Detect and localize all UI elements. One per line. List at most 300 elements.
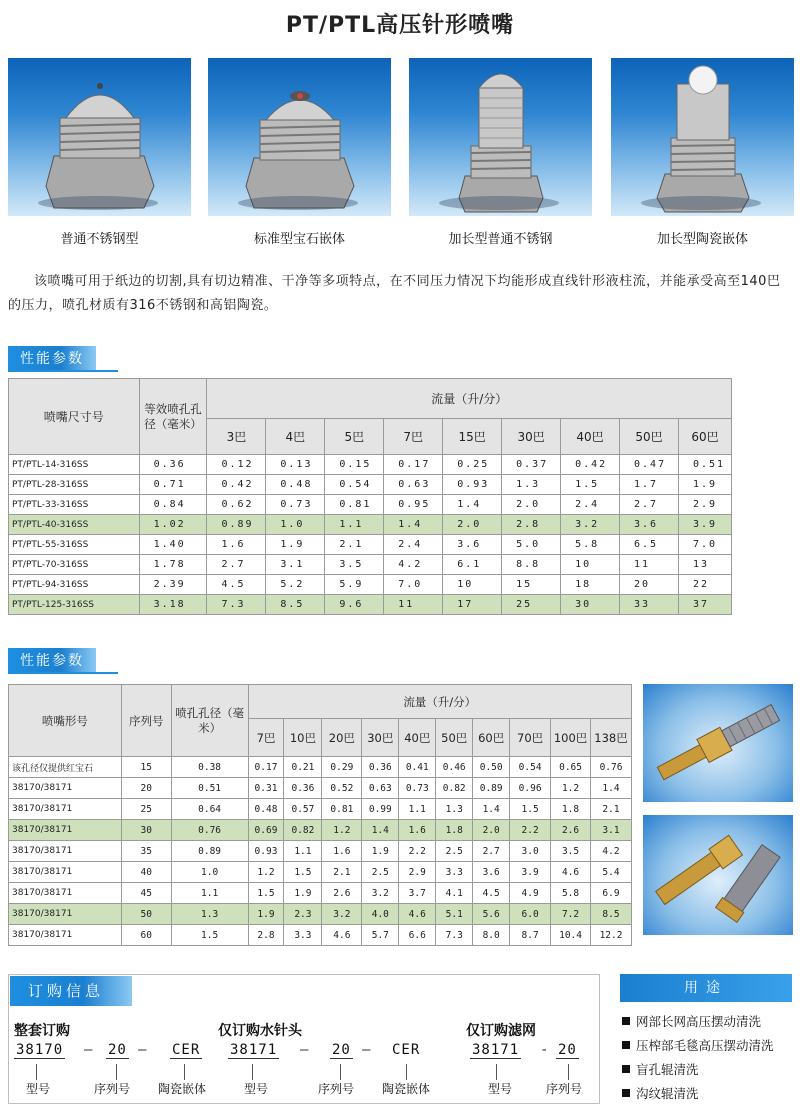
- pointer-line: [116, 1064, 117, 1080]
- cell-flow: 0.95: [384, 495, 443, 515]
- cell-flow: 2.0: [443, 515, 502, 535]
- usage-item: [622, 1012, 798, 1036]
- cell-flow: 7.3: [436, 925, 473, 946]
- cell-flow: 8.0: [473, 925, 510, 946]
- table-row: [9, 495, 732, 515]
- label-ceramic-insert: 陶瓷嵌体: [382, 1082, 431, 1096]
- cell-flow: 1.3: [436, 799, 473, 820]
- cell-flow: 8.7: [510, 925, 551, 946]
- cell-nozzle-size: PT/PTL-28-316SS: [9, 475, 140, 495]
- separator-dash: —: [300, 1042, 309, 1058]
- order-full-set-model-code: 38170: [16, 1042, 64, 1058]
- bullet-square-icon: [622, 1065, 630, 1073]
- cell-flow: 0.99: [362, 799, 399, 820]
- product-caption: 加长型普通不锈钢: [448, 232, 553, 247]
- cell-nozzle-size: PT/PTL-14-316SS: [9, 455, 140, 475]
- nozzle-illustration: [611, 58, 794, 216]
- cell-flow: 5.6: [473, 904, 510, 925]
- cell-flow: 0.82: [436, 778, 473, 799]
- cell-flow: 2.0: [473, 820, 510, 841]
- cell-flow: 0.54: [325, 475, 384, 495]
- cell-flow: 1.9: [266, 535, 325, 555]
- pressure-header: 40巴: [561, 419, 620, 455]
- cell-flow: 2.3: [284, 904, 322, 925]
- cell-nozzle-size: PT/PTL-33-316SS: [9, 495, 140, 515]
- cell-flow: 0.81: [322, 799, 362, 820]
- cell-flow: 1.5: [510, 799, 551, 820]
- cell-serial: 30: [121, 820, 171, 841]
- cell-flow: 0.63: [362, 778, 399, 799]
- separator-dash: —: [362, 1042, 371, 1058]
- product-gallery: [8, 58, 794, 258]
- cell-flow: 2.2: [399, 841, 436, 862]
- usage-item: [622, 1036, 798, 1060]
- cell-flow: 4.2: [384, 555, 443, 575]
- cell-serial: 60: [121, 925, 171, 946]
- order-filter-model-code: 38171: [472, 1042, 520, 1058]
- cell-flow: 0.12: [207, 455, 266, 475]
- cell-orifice: 1.40: [139, 535, 207, 555]
- order-full-set-ceramic-code: CER: [172, 1042, 201, 1058]
- label-serial: 序列号: [546, 1082, 583, 1096]
- cell-flow: 2.9: [399, 862, 436, 883]
- photo-brass-nozzle-assembly: [643, 684, 793, 802]
- cell-flow: 1.4: [362, 820, 399, 841]
- cell-flow: 2.8: [502, 515, 561, 535]
- cell-flow: 2.7: [620, 495, 679, 515]
- cell-flow: 1.6: [322, 841, 362, 862]
- header-flow: 流量（升/分）: [248, 685, 632, 719]
- cell-flow: 1.8: [436, 820, 473, 841]
- cell-nozzle-model: 38170/38171: [9, 841, 122, 862]
- cell-flow: 8.5: [266, 595, 325, 615]
- pressure-header: 100巴: [551, 719, 591, 757]
- pointer-line: [340, 1064, 341, 1080]
- cell-flow: 7.3: [207, 595, 266, 615]
- nozzle-illustration: [8, 58, 191, 216]
- cell-flow: 1.2: [551, 778, 591, 799]
- performance-table-pt: [8, 378, 732, 615]
- cell-orifice: 1.5: [171, 925, 248, 946]
- order-full-set-title: 整套订购: [14, 1023, 70, 1039]
- cell-flow: 1.0: [266, 515, 325, 535]
- pointer-line: [36, 1064, 37, 1080]
- cell-serial: 15: [121, 757, 171, 778]
- table-row: [9, 904, 632, 925]
- header-orifice: 喷孔孔径（毫米）: [171, 685, 248, 757]
- performance-table-38170: [8, 684, 632, 946]
- cell-flow: 5.1: [436, 904, 473, 925]
- cell-flow: 2.2: [510, 820, 551, 841]
- cell-flow: 5.7: [362, 925, 399, 946]
- cell-flow: 1.2: [322, 820, 362, 841]
- cell-flow: 4.9: [510, 883, 551, 904]
- cell-flow: 8.8: [502, 555, 561, 575]
- cell-flow: 1.4: [473, 799, 510, 820]
- cell-flow: 3.3: [284, 925, 322, 946]
- cell-flow: 2.1: [322, 862, 362, 883]
- cell-flow: 0.63: [384, 475, 443, 495]
- cell-flow: 1.6: [207, 535, 266, 555]
- cell-flow: 0.15: [325, 455, 384, 475]
- cell-flow: 0.17: [384, 455, 443, 475]
- cell-flow: 3.6: [473, 862, 510, 883]
- cell-flow: 0.69: [248, 820, 284, 841]
- cell-flow: 3.2: [362, 883, 399, 904]
- cell-flow: 2.5: [362, 862, 399, 883]
- cell-flow: 5.9: [325, 575, 384, 595]
- cell-orifice: 2.39: [139, 575, 207, 595]
- cell-flow: 1.3: [502, 475, 561, 495]
- product-card: [208, 58, 391, 247]
- cell-flow: 3.3: [436, 862, 473, 883]
- cell-flow: 0.96: [510, 778, 551, 799]
- pressure-header: 60巴: [473, 719, 510, 757]
- cell-flow: 0.42: [561, 455, 620, 475]
- table-row: [9, 820, 632, 841]
- order-filter-serial-code: 20: [558, 1042, 577, 1058]
- cell-flow: 4.0: [362, 904, 399, 925]
- cell-flow: 8.5: [591, 904, 632, 925]
- pressure-header: 40巴: [399, 719, 436, 757]
- cell-flow: 3.6: [443, 535, 502, 555]
- cell-nozzle-model: 38170/38171: [9, 820, 122, 841]
- cell-flow: 0.17: [248, 757, 284, 778]
- pointer-line: [252, 1064, 253, 1080]
- cell-flow: 0.57: [284, 799, 322, 820]
- cell-flow: 3.1: [266, 555, 325, 575]
- table-row: [9, 455, 732, 475]
- cell-flow: 1.1: [325, 515, 384, 535]
- cell-flow: 4.5: [473, 883, 510, 904]
- cell-nozzle-model: 38170/38171: [9, 925, 122, 946]
- cell-flow: 0.73: [266, 495, 325, 515]
- cell-flow: 3.5: [325, 555, 384, 575]
- pressure-header: 7巴: [248, 719, 284, 757]
- cell-flow: 6.0: [510, 904, 551, 925]
- cell-flow: 1.1: [399, 799, 436, 820]
- cell-flow: 0.82: [284, 820, 322, 841]
- cell-nozzle-model: 该孔径仅提供红宝石: [9, 757, 122, 778]
- cell-flow: 1.4: [443, 495, 502, 515]
- separator-dash: —: [84, 1042, 93, 1058]
- header-serial: 序列号: [121, 685, 171, 757]
- pressure-header: 70巴: [510, 719, 551, 757]
- cell-flow: 30: [561, 595, 620, 615]
- cell-flow: 0.47: [620, 455, 679, 475]
- cell-serial: 40: [121, 862, 171, 883]
- cell-flow: 3.5: [551, 841, 591, 862]
- pressure-header: 7巴: [384, 419, 443, 455]
- section-divider: [8, 672, 118, 674]
- table-row: [9, 883, 632, 904]
- table-row: [9, 555, 732, 575]
- cell-flow: 1.1: [284, 841, 322, 862]
- pressure-header: 50巴: [436, 719, 473, 757]
- cell-flow: 6.9: [591, 883, 632, 904]
- cell-flow: 13: [678, 555, 731, 575]
- pressure-header: 20巴: [322, 719, 362, 757]
- cell-flow: 1.9: [284, 883, 322, 904]
- cell-flow: 2.7: [207, 555, 266, 575]
- cell-flow: 0.76: [591, 757, 632, 778]
- cell-orifice: 1.3: [171, 904, 248, 925]
- product-card: [409, 58, 592, 247]
- cell-flow: 5.2: [266, 575, 325, 595]
- product-caption: 标准型宝石嵌体: [253, 232, 345, 247]
- pressure-header: 10巴: [284, 719, 322, 757]
- usage-item-text: 网部长网高压摆动清洗: [636, 1014, 762, 1029]
- cell-flow: 0.42: [207, 475, 266, 495]
- cell-flow: 0.54: [510, 757, 551, 778]
- cell-flow: 0.50: [473, 757, 510, 778]
- cell-serial: 45: [121, 883, 171, 904]
- header-flow: 流量（升/分）: [207, 379, 732, 419]
- table-row: [9, 595, 732, 615]
- pointer-line: [406, 1064, 407, 1080]
- cell-flow: 18: [561, 575, 620, 595]
- product-caption: 普通不锈钢型: [60, 232, 139, 247]
- cell-flow: 3.2: [322, 904, 362, 925]
- cell-flow: 3.7: [399, 883, 436, 904]
- usage-item: [622, 1084, 798, 1108]
- cell-orifice: 0.36: [139, 455, 207, 475]
- cell-flow: 0.46: [436, 757, 473, 778]
- cell-serial: 25: [121, 799, 171, 820]
- cell-flow: 0.52: [322, 778, 362, 799]
- cell-flow: 2.7: [473, 841, 510, 862]
- cell-nozzle-model: 38170/38171: [9, 904, 122, 925]
- cell-flow: 3.0: [510, 841, 551, 862]
- table-row: [9, 475, 732, 495]
- cell-flow: 37: [678, 595, 731, 615]
- pressure-header: 15巴: [443, 419, 502, 455]
- cell-flow: 6.5: [620, 535, 679, 555]
- table-row: [9, 925, 632, 946]
- order-full-set-serial-code: 20: [108, 1042, 127, 1058]
- cell-nozzle-model: 38170/38171: [9, 799, 122, 820]
- section-tag-order: 订购信息: [10, 976, 132, 1006]
- cell-flow: 0.31: [248, 778, 284, 799]
- cell-flow: 0.41: [399, 757, 436, 778]
- cell-flow: 0.51: [678, 455, 731, 475]
- pressure-header: 4巴: [266, 419, 325, 455]
- cell-flow: 2.1: [591, 799, 632, 820]
- section-divider: [8, 370, 118, 372]
- product-caption: 加长型陶瓷嵌体: [656, 232, 748, 247]
- usage-item-text: 沟纹辊清洗: [636, 1086, 699, 1101]
- cell-orifice: 0.84: [139, 495, 207, 515]
- order-needle-only-title: 仅订购水针头: [218, 1023, 302, 1039]
- bullet-square-icon: [622, 1089, 630, 1097]
- product-photo-long-ceramic: [611, 58, 794, 216]
- cell-flow: 1.5: [248, 883, 284, 904]
- cell-flow: 4.6: [399, 904, 436, 925]
- cell-flow: 0.89: [473, 778, 510, 799]
- pressure-header: 3巴: [207, 419, 266, 455]
- cell-flow: 7.2: [551, 904, 591, 925]
- cell-flow: 1.8: [551, 799, 591, 820]
- cell-flow: 7.0: [384, 575, 443, 595]
- table-row: [9, 757, 632, 778]
- cell-nozzle-size: PT/PTL-40-316SS: [9, 515, 140, 535]
- section-tag-performance-2: 性能参数: [8, 648, 96, 674]
- cell-flow: 0.73: [399, 778, 436, 799]
- cell-flow: 5.4: [591, 862, 632, 883]
- product-card: [611, 58, 794, 247]
- table-row: [9, 515, 732, 535]
- bullet-square-icon: [622, 1017, 630, 1025]
- label-model: 型号: [26, 1082, 51, 1096]
- separator-dash: —: [138, 1042, 147, 1058]
- cell-orifice: 3.18: [139, 595, 207, 615]
- usage-item: [622, 1060, 798, 1084]
- brass-parts-illustration: [643, 815, 793, 935]
- cell-orifice: 1.0: [171, 862, 248, 883]
- cell-flow: 20: [620, 575, 679, 595]
- pointer-line: [184, 1064, 185, 1080]
- pressure-header: 60巴: [678, 419, 731, 455]
- cell-flow: 6.6: [399, 925, 436, 946]
- cell-flow: 0.48: [266, 475, 325, 495]
- cell-flow: 0.37: [502, 455, 561, 475]
- usage-item-text: 压榨部毛毯高压摆动清洗: [636, 1038, 774, 1053]
- cell-flow: 15: [502, 575, 561, 595]
- cell-flow: 2.4: [384, 535, 443, 555]
- cell-flow: 5.8: [561, 535, 620, 555]
- order-needle-serial-code: 20: [332, 1042, 351, 1058]
- table-row: [9, 575, 732, 595]
- cell-nozzle-size: PT/PTL-125-316SS: [9, 595, 140, 615]
- header-orifice: 等效喷孔孔径（毫米）: [139, 379, 207, 455]
- cell-flow: 0.36: [362, 757, 399, 778]
- product-photo-long-steel: [409, 58, 592, 216]
- cell-flow: 6.1: [443, 555, 502, 575]
- cell-flow: 1.4: [591, 778, 632, 799]
- pressure-header: 138巴: [591, 719, 632, 757]
- cell-nozzle-size: PT/PTL-94-316SS: [9, 575, 140, 595]
- table-row: [9, 841, 632, 862]
- cell-flow: 3.9: [510, 862, 551, 883]
- header-nozzle-size: 喷嘴尺寸号: [9, 379, 140, 455]
- cell-flow: 2.4: [561, 495, 620, 515]
- cell-flow: 3.1: [591, 820, 632, 841]
- cell-flow: 2.6: [551, 820, 591, 841]
- photo-brass-nozzle-parts: [643, 815, 793, 935]
- cell-flow: 10: [561, 555, 620, 575]
- cell-flow: 2.6: [322, 883, 362, 904]
- usage-item-text: 盲孔辊清洗: [636, 1062, 699, 1077]
- brass-nozzle-illustration: [643, 684, 793, 802]
- cell-flow: 0.81: [325, 495, 384, 515]
- cell-nozzle-size: PT/PTL-70-316SS: [9, 555, 140, 575]
- cell-orifice: 1.02: [139, 515, 207, 535]
- bullet-square-icon: [622, 1041, 630, 1049]
- cell-flow: 11: [384, 595, 443, 615]
- cell-flow: 5.8: [551, 883, 591, 904]
- separator-dash: -: [540, 1042, 549, 1058]
- cell-flow: 2.8: [248, 925, 284, 946]
- pointer-line: [496, 1064, 497, 1080]
- cell-flow: 22: [678, 575, 731, 595]
- cell-flow: 4.5: [207, 575, 266, 595]
- header-nozzle-model: 喷嘴形号: [9, 685, 122, 757]
- table-row: [9, 778, 632, 799]
- cell-orifice: 0.71: [139, 475, 207, 495]
- cell-orifice: 1.1: [171, 883, 248, 904]
- table-row: [9, 535, 732, 555]
- cell-orifice: 1.78: [139, 555, 207, 575]
- cell-flow: 4.2: [591, 841, 632, 862]
- label-model: 型号: [244, 1082, 269, 1096]
- cell-orifice: 0.64: [171, 799, 248, 820]
- cell-flow: 2.0: [502, 495, 561, 515]
- cell-flow: 0.48: [248, 799, 284, 820]
- product-photo-gem-insert: [208, 58, 391, 216]
- cell-flow: 0.29: [322, 757, 362, 778]
- cell-flow: 0.13: [266, 455, 325, 475]
- cell-flow: 3.9: [678, 515, 731, 535]
- label-serial: 序列号: [318, 1082, 355, 1096]
- cell-orifice: 0.51: [171, 778, 248, 799]
- nozzle-illustration: [208, 58, 391, 216]
- cell-flow: 33: [620, 595, 679, 615]
- cell-flow: 0.25: [443, 455, 502, 475]
- cell-flow: 17: [443, 595, 502, 615]
- cell-flow: 3.6: [620, 515, 679, 535]
- cell-flow: 7.0: [678, 535, 731, 555]
- table-row: [9, 862, 632, 883]
- cell-flow: 3.2: [561, 515, 620, 535]
- nozzle-illustration: [409, 58, 592, 216]
- cell-flow: 0.65: [551, 757, 591, 778]
- label-model: 型号: [488, 1082, 513, 1096]
- cell-flow: 10: [443, 575, 502, 595]
- page-title: PT/PTL高压针形喷嘴: [285, 13, 515, 38]
- cell-flow: 9.6: [325, 595, 384, 615]
- cell-flow: 1.5: [561, 475, 620, 495]
- cell-flow: 4.6: [551, 862, 591, 883]
- cell-flow: 4.1: [436, 883, 473, 904]
- cell-flow: 2.9: [678, 495, 731, 515]
- pressure-header: 30巴: [362, 719, 399, 757]
- cell-flow: 0.21: [284, 757, 322, 778]
- cell-flow: 0.89: [207, 515, 266, 535]
- label-serial: 序列号: [94, 1082, 131, 1096]
- cell-flow: 0.93: [443, 475, 502, 495]
- pressure-header: 30巴: [502, 419, 561, 455]
- cell-orifice: 0.89: [171, 841, 248, 862]
- cell-flow: 1.4: [384, 515, 443, 535]
- pointer-line: [568, 1064, 569, 1080]
- section-tag-performance: 性能参数: [8, 346, 96, 372]
- cell-flow: 1.9: [248, 904, 284, 925]
- cell-nozzle-model: 38170/38171: [9, 778, 122, 799]
- order-needle-ceramic-code: CER: [392, 1042, 421, 1058]
- pressure-header: 5巴: [325, 419, 384, 455]
- cell-nozzle-size: PT/PTL-55-316SS: [9, 535, 140, 555]
- cell-nozzle-model: 38170/38171: [9, 883, 122, 904]
- cell-flow: 1.5: [284, 862, 322, 883]
- description-text: 该喷嘴可用于纸边的切割,具有切边精准、干净等多项特点，在不同压力情况下均能形成直线针形液柱流，并能承受高至140巴的压力，喷孔材质有316不锈钢和高铝陶瓷。: [8, 274, 781, 313]
- cell-flow: 0.36: [284, 778, 322, 799]
- cell-flow: 1.6: [399, 820, 436, 841]
- usage-list: [622, 1012, 798, 1108]
- cell-flow: 0.62: [207, 495, 266, 515]
- label-ceramic-insert: 陶瓷嵌体: [158, 1082, 207, 1096]
- order-needle-model-code: 38171: [230, 1042, 278, 1058]
- cell-flow: 2.1: [325, 535, 384, 555]
